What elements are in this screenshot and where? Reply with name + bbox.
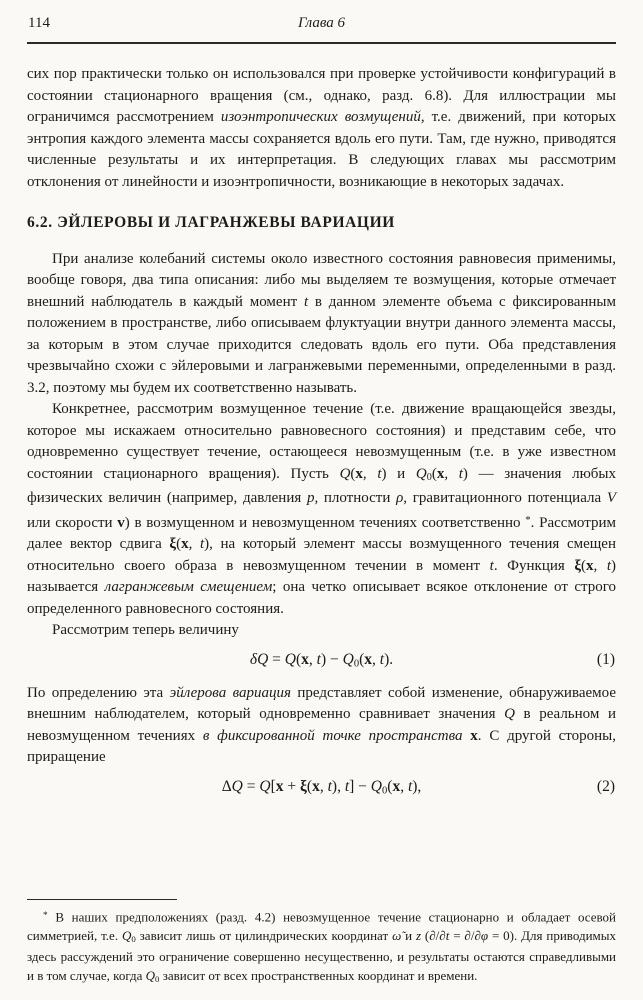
paragraph [27, 683, 616, 769]
equation-1 [27, 649, 616, 675]
text-run: При анализе колебаний системы около известного состояния равновесия применимы, вообще говоря, два типа описания: либо мы выделяем те возмущения, которые отмечает внешний наблюдатель в каждый момент [27, 250, 616, 310]
text-run: изоэнтропических возмущений, [220, 109, 425, 125]
footnote-text [27, 907, 616, 988]
text-run: ξ [300, 777, 307, 795]
text-run: ω̃ [392, 927, 402, 943]
text-run: ξ [169, 536, 177, 553]
equation-2 [27, 776, 616, 802]
footnote [27, 899, 616, 988]
text-run: ) − [320, 650, 343, 668]
text-run: p [306, 490, 315, 507]
text-run: = ∂/∂ [449, 927, 481, 943]
text-run: x [392, 777, 401, 795]
text-run: Q [415, 465, 427, 482]
text-run: , t [400, 777, 413, 795]
text-run: 0 [426, 471, 432, 483]
text-run: Рассмотрим теперь величину [52, 622, 239, 639]
text-run: По определению эта [27, 684, 170, 701]
text-run: Q [339, 465, 351, 482]
footnote-marker: * [525, 513, 531, 526]
text-run: t [303, 293, 309, 310]
text-run: ; она четко описывает всякое отклонение от строго определенного равновесного состояния. [27, 579, 616, 617]
text-run: в фиксированной точке пространства [202, 727, 471, 744]
text-run: [ [270, 777, 276, 795]
text-run: сих пор практически только он использовался при проверке устойчивости конфигураций в состоянии стационарного вращения (см., однако, разд. 6.8). Для иллюстрации мы ограничимся рассмотрением [27, 66, 616, 125]
text-run: ( [581, 557, 587, 574]
text-run: . Рассмотрим далее вектор сдвига [27, 514, 616, 553]
text-run: , t [444, 465, 463, 482]
text-run: x [181, 536, 189, 553]
text-run: 0 [353, 658, 360, 670]
text-run: в данном элементе объема с фиксированным положением в пространстве, либо описываем флуктуации внутри данного элемента массы, за которым в этом случае приходится следовать вдоль его пути. Оба представления чрезвычайно схожи с эйлеровыми и лагранжевыми переменными, определенными в разд. 3.2, поэтому мы будем их соответственно называть. [27, 293, 616, 396]
text-run: v [117, 514, 125, 531]
text-run: Q [121, 927, 132, 943]
text-run: зависит от всех пространственных координат и времени. [159, 967, 478, 983]
text-run: , t [372, 650, 385, 668]
text-run: ( [387, 777, 393, 795]
text-run: Q [370, 777, 382, 795]
text-run: ( [306, 777, 313, 795]
paragraph-continuation [27, 64, 616, 193]
text-run: и [401, 927, 416, 943]
text-run: ) называется [27, 557, 616, 596]
text-run: x [301, 650, 309, 668]
text-run: Q [259, 777, 271, 795]
text-run: , t [593, 557, 611, 574]
text-run: зависит лишь от цилиндрических координат [135, 927, 393, 943]
text-run: , t [319, 777, 332, 795]
chapter-title: Глава 6 [297, 15, 346, 31]
text-run: 0 [155, 973, 160, 984]
text-run: x [586, 557, 594, 574]
text-run: В наших предположениях (разд. 4.2) невозмущенное течение стационарно и обладает осевой симметрией, т.е. [27, 909, 616, 943]
text-run: x [364, 650, 373, 668]
text-run: лагранжевым смещением [104, 579, 273, 596]
section-heading: 6.2. ЭЙЛЕРОВЫ И ЛАГРАНЖЕВЫ ВАРИАЦИИ [27, 214, 395, 231]
equation-formula [222, 778, 422, 795]
equation-number: (2) [596, 777, 615, 795]
text-run: z [415, 927, 422, 943]
text-run: ) и [381, 465, 416, 482]
equation-number: (1) [596, 650, 615, 668]
text-run: Q [284, 650, 296, 668]
text-run: ρ [396, 490, 404, 507]
text-run: ( [295, 650, 302, 668]
text-run: t [344, 777, 350, 795]
text-run: x [355, 465, 363, 482]
text-run: (∂/∂ [421, 927, 446, 943]
text-run: Q [231, 777, 243, 795]
footnote-marker: * [43, 910, 48, 921]
text-run: , плотности [314, 490, 397, 507]
running-head [27, 13, 616, 35]
text-run: ξ [574, 557, 582, 574]
text-run: δQ [249, 650, 269, 668]
text-run: ( [431, 465, 437, 482]
text-run: + [283, 777, 300, 795]
paragraph [27, 399, 616, 620]
text-run: ] − [349, 777, 371, 795]
footnote-rule [27, 899, 177, 900]
text-run: Δ [221, 777, 232, 795]
text-run: Q [145, 967, 156, 983]
page-body [27, 64, 616, 801]
text-run: представляет собой изменение, обнаруживаемое внешним наблюдателем, который одновременно сравнивает значения [27, 684, 616, 723]
text-run: . С другой стороны, приращение [27, 727, 616, 766]
text-run: x [312, 777, 320, 795]
text-run: эйлерова вариация [169, 684, 291, 701]
text-run: , t [362, 465, 382, 482]
text-run: x [275, 777, 284, 795]
text-run: т.е. движений, при которых энтропия каждого элемента массы сохраняется вдоль его пути. Там, где нужно, приводятся численные результаты и их интерпретация. В следующих главах мы рассмотрим отклонения от линейности и изоэнтропичности, возникающие в некоторых задачах. [27, 109, 616, 190]
page-number: 114 [28, 15, 50, 31]
text-run: 0 [382, 784, 388, 796]
header-rule [27, 42, 616, 44]
text-run: ), [331, 777, 345, 795]
text-run: или скорости [27, 514, 118, 531]
text-run: t [489, 557, 494, 574]
text-run: x [470, 727, 478, 744]
text-run: = [268, 650, 285, 668]
text-run: , t [188, 536, 205, 553]
text-run: ( [350, 465, 356, 482]
text-run: ), [412, 777, 422, 795]
text-run: Q [342, 650, 354, 668]
text-run: φ [480, 927, 489, 943]
equation-formula [250, 651, 393, 668]
text-run: ), на который элемент массы возмущенного течения смещен относительно своего образа в невозмущенном течении в момент [27, 536, 616, 574]
text-run: , t [308, 650, 321, 668]
text-run: 0 [131, 933, 136, 944]
text-run: в реальном и невозмущенном течениях [27, 706, 616, 744]
text-run: Q [504, 706, 515, 723]
text-run: ( [359, 650, 365, 668]
text-run: , гравитационного потенциала [403, 490, 607, 507]
text-run: ) в возмущенном и невозмущенном течениях соответственно [124, 514, 526, 531]
paragraph [27, 249, 616, 400]
text-run: ( [176, 536, 182, 553]
text-run: t [445, 927, 450, 943]
text-run: x [436, 465, 445, 482]
text-run: Конкретнее, рассмотрим возмущенное течение (т.е. движение вращающейся звезды, которое мы искажаем относительно равновесного состояния) и представим себе, что одновременно существует течение, остающееся невозмущенным (т.е. в уже известном состоянии стационарного вращения). Пусть [27, 401, 616, 482]
text-run: V [606, 490, 616, 507]
text-run: = [242, 777, 260, 795]
text-run: ) — значения любых физических величин (например, давления [27, 465, 616, 507]
text-run: = 0). Для приводимых здесь рассуждений это ограничение совершенно несущественно, и результаты остаются справедливыми и в том случае, когда [27, 927, 616, 983]
paragraph [27, 620, 616, 642]
text-run: . Функция [493, 557, 575, 574]
text-run: ). [384, 650, 394, 668]
